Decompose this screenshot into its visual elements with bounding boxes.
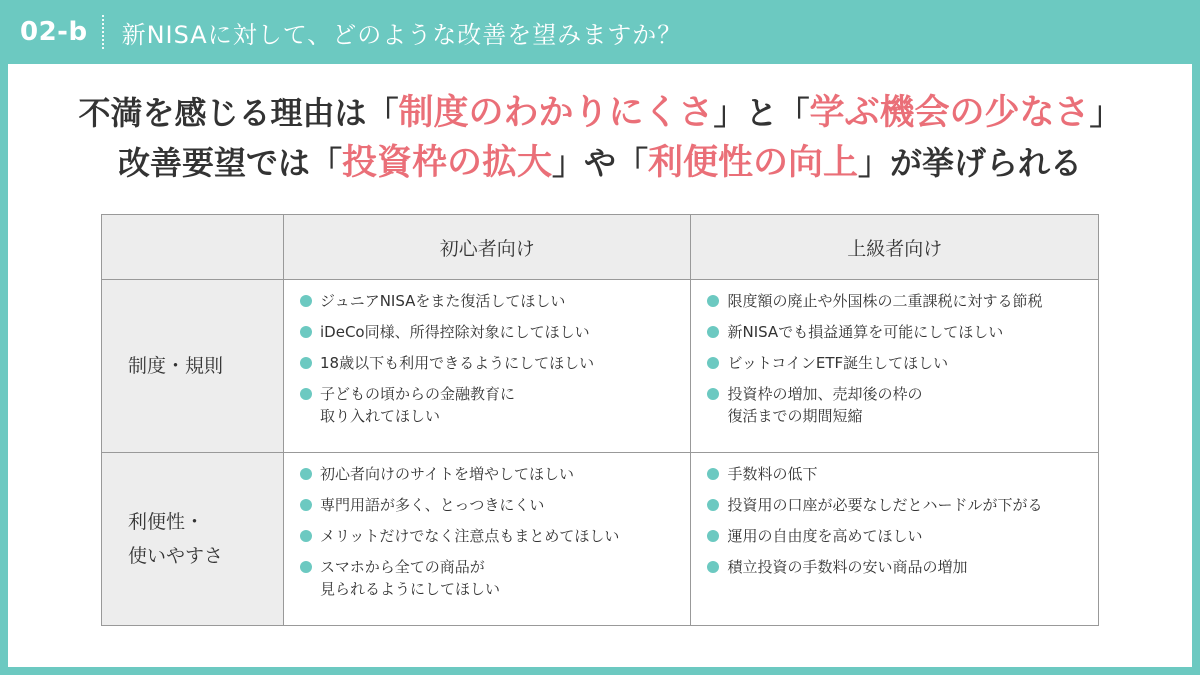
column-header-advanced: 上級者向け <box>691 215 1099 280</box>
list-item: 18歳以下も利用できるようにしてほしい <box>300 352 680 374</box>
headline-text: 改善要望では「 <box>117 144 342 182</box>
table-row <box>102 453 1099 626</box>
headline-text: 」や「 <box>551 144 648 182</box>
column-header-beginner: 初心者向け <box>284 215 691 280</box>
list-item: iDeCo同様、所得控除対象にしてほしい <box>300 321 680 343</box>
list-item: 新NISAでも損益通算を可能にしてほしい <box>707 321 1088 343</box>
list-item: 投資枠の増加、売却後の枠の 復活までの期間短縮 <box>707 383 1088 427</box>
bullet-dot-icon <box>707 388 719 400</box>
list-item: ジュニアNISAをまた復活してほしい <box>300 290 680 312</box>
table-corner-cell <box>102 215 284 280</box>
content-panel <box>8 64 1192 667</box>
cell-usability-advanced <box>691 453 1099 626</box>
list-item: 初心者向けのサイトを増やしてほしい <box>300 463 680 485</box>
header-divider <box>102 15 104 49</box>
list-item: 子どもの頃からの金融教育に 取り入れてほしい <box>300 383 680 427</box>
bullet-dot-icon <box>300 561 312 573</box>
headline-text: 」と「 <box>713 94 810 132</box>
list-item: 限度額の廃止や外国株の二重課税に対する節税 <box>707 290 1088 312</box>
bullet-dot-icon <box>300 295 312 307</box>
bullet-dot-icon <box>300 530 312 542</box>
row-header-label: 利便性・ <box>128 511 205 533</box>
bullet-dot-icon <box>707 295 719 307</box>
cell-usability-beginner <box>284 453 691 626</box>
bullet-dot-icon <box>300 388 312 400</box>
headline-text: 」 <box>1089 94 1122 132</box>
bullet-dot-icon <box>707 561 719 573</box>
bullet-dot-icon <box>300 468 312 480</box>
list-item: 運用の自由度を高めてほしい <box>707 525 1088 547</box>
headline <box>8 88 1192 188</box>
bullet-dot-icon <box>707 326 719 338</box>
row-header-label: 制度・規則 <box>128 355 224 377</box>
bullet-dot-icon <box>300 357 312 369</box>
cell-rules-beginner <box>284 280 691 453</box>
row-header-label: 使いやすさ <box>128 545 224 567</box>
cell-rules-advanced <box>691 280 1099 453</box>
list-item: 手数料の低下 <box>707 463 1088 485</box>
list-item: メリットだけでなく注意点もまとめてほしい <box>300 525 680 547</box>
row-header-rules <box>102 280 284 453</box>
headline-text: 」が挙げられる <box>858 144 1083 182</box>
bullet-dot-icon <box>300 326 312 338</box>
headline-highlight: 利便性の向上 <box>648 143 859 183</box>
list-item: 投資用の口座が必要なしだとハードルが下がる <box>707 494 1088 516</box>
improvement-table <box>101 214 1099 626</box>
survey-question: 新NISAに対して、どのような改善を望みますか？ <box>121 20 683 49</box>
header-bar <box>0 0 1200 64</box>
bullet-dot-icon <box>707 468 719 480</box>
headline-highlight: 投資枠の拡大 <box>341 143 552 183</box>
list-item: 専門用語が多く、とっつきにくい <box>300 494 680 516</box>
bullet-dot-icon <box>707 357 719 369</box>
table-row <box>102 280 1099 453</box>
list-item: 積立投資の手数料の安い商品の増加 <box>707 556 1088 578</box>
list-item: スマホから全ての商品が 見られるようにしてほしい <box>300 556 680 600</box>
headline-highlight: 学ぶ機会の少なさ <box>809 93 1090 133</box>
bullet-dot-icon <box>707 499 719 511</box>
headline-text: 不満を感じる理由は「 <box>78 94 399 132</box>
bullet-dot-icon <box>300 499 312 511</box>
headline-line-1 <box>8 88 1192 138</box>
bullet-dot-icon <box>707 530 719 542</box>
headline-line-2 <box>8 138 1192 188</box>
section-number: 02-b <box>20 17 88 47</box>
headline-highlight: 制度のわかりにくさ <box>398 93 714 133</box>
row-header-usability <box>102 453 284 626</box>
table-header-row <box>102 215 1099 280</box>
list-item: ビットコインETF誕生してほしい <box>707 352 1088 374</box>
